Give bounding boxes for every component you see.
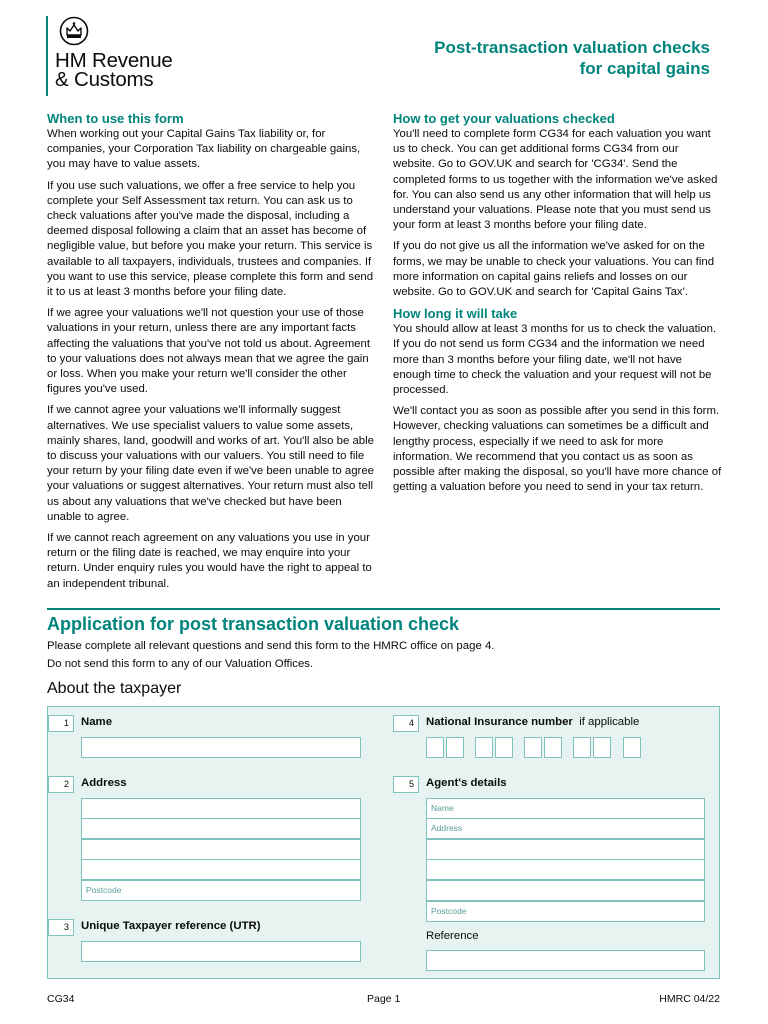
address-line-4-input[interactable] — [81, 859, 361, 880]
agent-address-line-3-input[interactable] — [426, 859, 705, 880]
agent-postcode-hint: Postcode — [431, 906, 467, 916]
how-paragraph-2: If you do not give us all the information we've asked for on the forms, we may be unable to check your valuations. You can find more information on capital gains reliefs and losses on our website. Go to GOV.UK and search for 'Capital Gains Tax'. — [393, 240, 715, 299]
agent-address-line-4-input[interactable] — [426, 880, 705, 901]
agent-address-hint: Address — [431, 823, 463, 833]
when-paragraph-4: If we cannot agree your valuations we'll informally suggest alternatives. We use specialist valuers to value some assets, mainly shares, land, goodwill and works of art. You'll also be able to discuss your valuations with our valuers. You still need to file your return by your filing date even if we've been unable to agree your valuations or suggest alternatives. Your return must also tell us about any valuations that we've checked but have been unable to agree. — [47, 404, 375, 523]
address-label: Address — [81, 777, 127, 789]
address-line-1-input[interactable] — [81, 798, 361, 819]
hmrc-logo — [46, 16, 196, 96]
agent-name-input[interactable] — [426, 798, 705, 819]
address-line-3-input[interactable] — [81, 839, 361, 860]
org-name-line2: & Customs — [55, 68, 154, 91]
footer-version: HMRC 04/22 — [659, 993, 720, 1005]
nino-label — [426, 716, 639, 728]
guidance-right-column — [393, 110, 723, 501]
postcode-hint: Postcode — [86, 885, 122, 895]
name-input[interactable] — [81, 737, 361, 758]
question-number-1: 1 — [48, 715, 74, 732]
agent-reference-label: Reference — [426, 930, 479, 942]
document-title-line2: for capital gains — [579, 59, 710, 78]
postcode-input[interactable] — [81, 880, 361, 901]
agent-postcode-input[interactable] — [426, 901, 705, 922]
agent-address-line-1-input[interactable] — [426, 818, 705, 839]
document-title — [434, 37, 710, 79]
nino-label-text: National Insurance number — [426, 716, 573, 728]
agent-reference-input[interactable] — [426, 950, 705, 971]
agent-name-hint: Name — [431, 803, 454, 813]
agent-details-label: Agent's details — [426, 777, 507, 789]
how-long-paragraph-1: You should allow at least 3 months for us to check the valuation. If you do not send us form CG34 and the information we need more than 3 months before your filing date, we'll not have enough time to check the valuation and your request will not be processed. — [393, 323, 717, 397]
how-heading: How to get your valuations checked — [393, 111, 615, 126]
application-title: Application for post transaction valuation check — [47, 614, 460, 634]
when-paragraph-2: If you use such valuations, we offer a free service to help you complete your Self Assessment tax return. You can ask us to check valuations after you've made the disposal, including a deemed disposal following a claim that an asset has become of negligible value, but before you make your return. This service is available to all taxpayers, individuals, trustees and companies. If you want to use this service, please complete this form and send it to us at least 3 months before your filing date. — [47, 179, 374, 299]
question-number-3: 3 — [48, 919, 74, 936]
agent-address-line-2-input[interactable] — [426, 839, 705, 860]
how-paragraph-1: You'll need to complete form CG34 for each valuation you want us to check. You can get additional forms CG34 from our website. Go to GOV.UK and search for 'CG34'. Send the completed forms to us together with the information we've asked for. You can also send us any other information that will help us understand your valuations. Please note that you must send us your form at least 3 months before your filing date. — [393, 128, 718, 232]
document-title-line1: Post-transaction valuation checks — [434, 38, 710, 57]
about-taxpayer-heading: About the taxpayer — [47, 680, 182, 697]
nino-char-8-input[interactable] — [593, 737, 611, 758]
nino-char-7-input[interactable] — [573, 737, 591, 758]
how-long-heading: How long it will take — [393, 306, 518, 322]
nino-char-1-input[interactable] — [426, 737, 444, 758]
nino-char-3-input[interactable] — [475, 737, 493, 758]
section-divider — [47, 608, 720, 610]
utr-label: Unique Taxpayer reference (UTR) — [81, 920, 261, 932]
nino-char-9-input[interactable] — [623, 737, 641, 758]
nino-char-4-input[interactable] — [495, 737, 513, 758]
application-note-2: Do not send this form to any of our Valuation Offices. — [47, 658, 314, 670]
name-label: Name — [81, 716, 113, 728]
nino-char-5-input[interactable] — [524, 737, 542, 758]
footer-form-code: CG34 — [47, 993, 75, 1005]
guidance-left-column — [47, 110, 377, 598]
when-paragraph-3: If we agree your valuations we'll not question your use of those valuations in your return, unless there are any important facts affecting the valuations that you've not told us about. Agreement to your valuations does not always mean that we agree the gain or loss. When you make your return we'll consider the other figures you've used. — [47, 307, 371, 396]
when-paragraph-1: When working out your Capital Gains Tax liability or, for companies, your Corporation Tax liability on chargeable gains, you may have to value assets. — [47, 128, 361, 171]
question-number-2: 2 — [48, 776, 74, 793]
application-note-1: Please complete all relevant questions and send this form to the HMRC office on page 4. — [47, 640, 495, 652]
nino-char-2-input[interactable] — [446, 737, 464, 758]
nino-char-6-input[interactable] — [544, 737, 562, 758]
question-number-5: 5 — [393, 776, 419, 793]
utr-input[interactable] — [81, 941, 361, 962]
crown-crest-icon — [58, 16, 90, 46]
question-number-4: 4 — [393, 715, 419, 732]
nino-label-suffix: if applicable — [579, 716, 640, 728]
when-paragraph-5: If we cannot reach agreement on any valuations you use in your return or the filing date is reached, we may enquire into your return. Under enquiry rules you would have the right to appeal to an independent tribunal. — [47, 532, 372, 590]
when-heading: When to use this form — [47, 111, 184, 126]
org-name-line1: HM Revenue — [55, 49, 173, 72]
address-line-2-input[interactable] — [81, 818, 361, 839]
footer-page-number: Page 1 — [367, 993, 401, 1005]
how-long-paragraph-2: We'll contact you as soon as possible after you send in this form. However, checking valuations can sometimes be a difficult and lengthy process, especially if we need to ask for more information. We recommend that you contact us as soon as possible after making the disposal, so you'll have more chance of getting a valuation before you need to send in your tax return. — [393, 405, 722, 494]
